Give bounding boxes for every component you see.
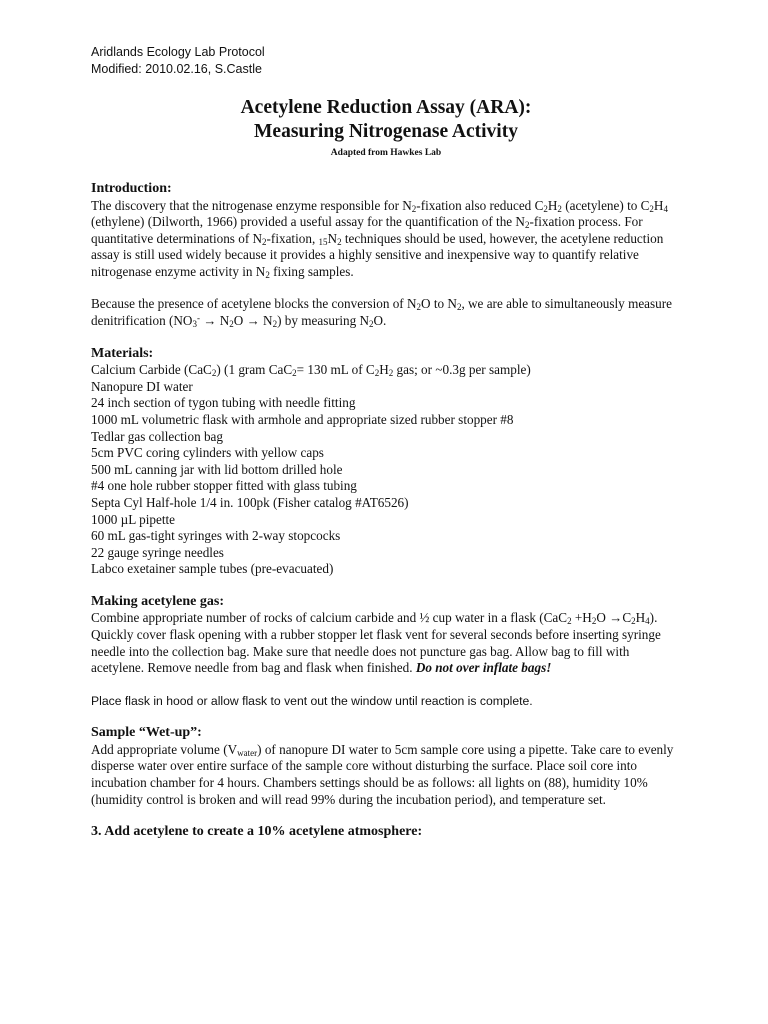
materials-list <box>91 362 681 578</box>
introduction-heading: Introduction: <box>91 181 172 196</box>
making-gas-heading: Making acetylene gas: <box>91 593 224 609</box>
list-item: 1000 µL pipette <box>91 511 176 527</box>
vent-instruction: Place flask in hood or allow flask to vent out the window until reaction is complete. <box>91 693 533 708</box>
document-title <box>91 96 681 159</box>
list-item: 22 gauge syringe needles <box>91 544 224 560</box>
warning-text: Do not over inflate bags! <box>415 660 552 676</box>
materials-heading: Materials: <box>91 345 154 361</box>
introduction-section <box>91 181 681 330</box>
list-item: 60 mL gas-tight syringes with 2-way stopcocks <box>91 528 341 544</box>
step-3-heading: 3. Add acetylene to create a 10% acetylene atmosphere: <box>91 824 423 840</box>
wet-up-paragraph: Add appropriate volume $(V_{water})$ of nanopure DI water to 5cm sample core using a pipette. Take care to evenly disperse water over entire surface of the sample core without disturbing the surface. Place soil core into incubation chamber for 4 hours. Chambers settings should be as follows: all lights on (88), humidity 10% (humidity control is broken and will read 99% during the incubation period), and temperature set. <box>91 741 674 807</box>
introduction-paragraph-1: The discovery that the nitrogenase enzyme responsible for $N_2$-fixation also reduced $C_2H_2$ (acetylene) to $C_2H_4$ (ethylene) (Dilworth, 1966) provided a useful assay for the quantification of the $N_2$-fixation process. For quantitative determinations of $N_2$-fixation, $_{15}N_2$ techniques should be used, however, the acetylene reduction assay is still used widely because it provides a highly sensitive and inexpensive way to quantify relative nitrogenase enzyme activity in $N_2$ fixing samples. <box>91 197 668 280</box>
making-gas-section <box>91 594 681 709</box>
list-item: Nanopure DI water <box>91 378 193 394</box>
list-item: 500 mL canning jar with lid bottom drilled hole <box>91 461 343 477</box>
list-item: #4 one hole rubber stopper fitted with glass tubing <box>91 478 357 494</box>
adapted-from: Adapted from Hawkes Lab <box>330 148 442 158</box>
list-item: Tedlar gas collection bag <box>91 428 223 444</box>
lab-name: Aridlands Ecology Lab Protocol <box>91 45 265 59</box>
making-gas-paragraph: Combine appropriate number of rocks of calcium carbide and ½ cup water in a flask $(CaC_2 +H_2O \to C_2H_4)$. Quickly cover flask opening with a rubber stopper let flask vent for several seconds before inserting syringe needle into the collection bag. Make sure that needle does not puncture gas bag. Allow bag to fill with acetylene. Remove needle from bag and flask when finished. Do not over inflate bags! <box>91 610 661 676</box>
list-item: 24 inch section of tygon tubing with needle fitting <box>91 395 356 411</box>
list-item: Labco exetainer sample tubes (pre-evacuated) <box>91 561 334 577</box>
document-header <box>91 44 681 78</box>
wet-up-heading: Sample “Wet-up”: <box>91 725 202 741</box>
title-line-1: Acetylene Reduction Assay (ARA): <box>240 97 532 118</box>
introduction-paragraph-2: Because the presence of acetylene blocks the conversion of $N_2O$ to $N_2$, we are able to simultaneously measure denitrification $(NO_3^- \to N_2O \to N_2)$ by measuring $N_2O$. <box>91 296 672 330</box>
title-line-2: Measuring Nitrogenase Activity <box>254 121 518 142</box>
document-page <box>91 44 681 841</box>
list-item: 1000 mL volumetric flask with armhole and appropriate sized rubber stopper #8 <box>91 411 514 427</box>
modified-date: Modified: 2010.02.16, S.Castle <box>91 62 262 76</box>
wet-up-section <box>91 725 681 808</box>
step-3-section <box>91 824 681 841</box>
list-item: 5cm PVC coring cylinders with yellow caps <box>91 445 324 461</box>
list-item: Calcium Carbide (CaC$_2$) (1 gram CaC$_2$= 130 mL of $C_2H_2$ gas; or ~0.3g per sample) <box>91 362 531 379</box>
materials-section <box>91 346 681 578</box>
list-item: Septa Cyl Half-hole 1/4 in. 100pk (Fisher catalog #AT6526) <box>91 494 409 510</box>
